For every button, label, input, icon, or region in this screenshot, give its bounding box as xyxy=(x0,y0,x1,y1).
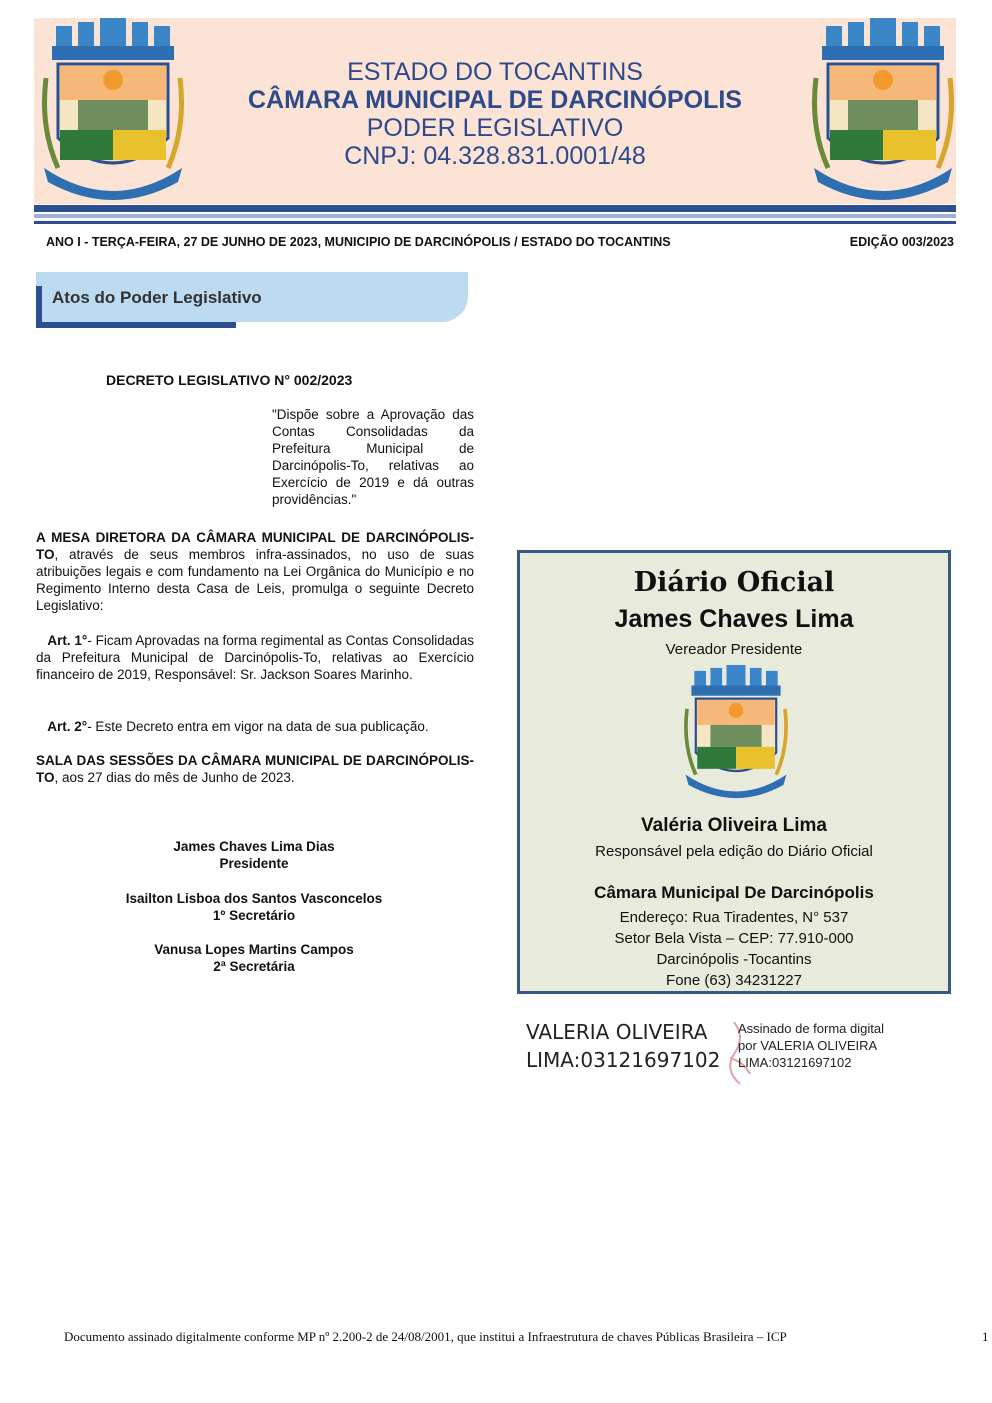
signatory-name: James Chaves Lima Dias xyxy=(173,839,335,854)
municipal-crest-icon xyxy=(681,665,791,801)
president-name: James Chaves Lima xyxy=(614,605,854,633)
signatory-role: Presidente xyxy=(219,856,289,871)
decree-session-hall: SALA DAS SESSÕES DA CÂMARA MUNICIPAL DE DARCINÓPOLIS-TO, aos 27 dias do mês de Junho de 2023. xyxy=(36,753,474,785)
signature-note: Assinado de forma digital por VALERIA OLIVEIRA LIMA:03121697102 xyxy=(738,1021,884,1070)
header-state: ESTADO DO TOCANTINS xyxy=(347,58,643,86)
header-rule-tertiary xyxy=(34,221,956,224)
header-rule-secondary xyxy=(34,214,956,218)
signatory-block xyxy=(36,941,472,975)
signatory-role: 1º Secretário xyxy=(212,908,296,923)
president-role: Vereador Presidente xyxy=(665,641,803,658)
decree-intro: A MESA DIRETORA DA CÂMARA MUNICIPAL DE DARCINÓPOLIS-TO, através de seus membros infra-assinados, no uso de suas atribuições legais e com fundamento na Lei Orgânica do Município e no Regimento Interno desta Casa de Leis, promulga o seguinte Decreto Legislativo: xyxy=(36,530,474,613)
diario-title: Diário Oficial xyxy=(633,567,835,598)
footer-note: Documento assinado digitalmente conforme MP nº 2.200-2 de 24/08/2001, que institui a Infraestrutura de chaves Públicas Brasileira – ICP xyxy=(64,1329,787,1344)
issue-meta-line xyxy=(46,235,954,249)
editor-name: Valéria Oliveira Lima xyxy=(641,815,827,836)
diario-oficial-box xyxy=(517,550,951,994)
header-rule xyxy=(34,205,956,212)
address-line: Endereço: Rua Tiradentes, N° 537 xyxy=(619,909,849,926)
signatory-name: Vanusa Lopes Martins Campos xyxy=(154,942,354,957)
signature-name: VALERIA OLIVEIRA LIMA:03121697102 xyxy=(526,1020,721,1072)
signatory-block xyxy=(36,838,472,872)
signatory-block xyxy=(36,890,472,924)
decree-article-2: Art. 2°- Este Decreto entra em vigor na data de sua publicação. xyxy=(47,719,429,734)
address-line: Setor Bela Vista – CEP: 77.910-000 xyxy=(614,930,854,947)
organization-name: Câmara Municipal De Darcinópolis xyxy=(594,883,874,902)
header-chamber: CÂMARA MUNICIPAL DE DARCINÓPOLIS xyxy=(248,86,742,114)
edition-number: EDIÇÃO 003/2023 xyxy=(849,235,954,249)
decree-article-1: Art. 1°- Ficam Aprovadas na forma regimental as Contas Consolidadas da Prefeitura Municipal de Darcinópolis-To, relativas ao Exercício financeiro de 2019, Responsável: Sr. Jackson Soares Marinho. xyxy=(36,633,474,682)
address-line: Darcinópolis -Tocantins xyxy=(656,951,812,968)
municipal-crest-icon xyxy=(808,18,958,204)
decree-title: DECRETO LEGISLATIVO N° 002/2023 xyxy=(106,372,353,388)
header-title-block xyxy=(200,58,790,170)
signatory-role: 2ª Secretária xyxy=(213,959,295,974)
section-title: Atos do Poder Legislativo xyxy=(52,288,262,307)
header-power: PODER LEGISLATIVO xyxy=(366,114,624,142)
issue-date: ANO I - TERÇA-FEIRA, 27 DE JUNHO DE 2023, MUNICIPIO DE DARCINÓPOLIS / ESTADO DO TOCANTINS xyxy=(46,235,671,249)
editor-role: Responsável pela edição do Diário Oficial xyxy=(595,843,873,860)
header-cnpj: CNPJ: 04.328.831.0001/48 xyxy=(344,142,646,170)
page-number: 1 xyxy=(982,1329,989,1344)
digital-signature xyxy=(526,1018,946,1088)
section-tab xyxy=(36,272,468,328)
municipal-crest-icon xyxy=(38,18,188,204)
decree-ementa: "Dispõe sobre a Aprovação das Contas Consolidadas da Prefeitura Municipal de Darcinópolis-To, relativas ao Exercício de 2019 e dá outras providências." xyxy=(272,407,474,507)
signatory-name: Isailton Lisboa dos Santos Vasconcelos xyxy=(125,891,383,906)
phone-number: Fone (63) 34231227 xyxy=(666,972,802,989)
